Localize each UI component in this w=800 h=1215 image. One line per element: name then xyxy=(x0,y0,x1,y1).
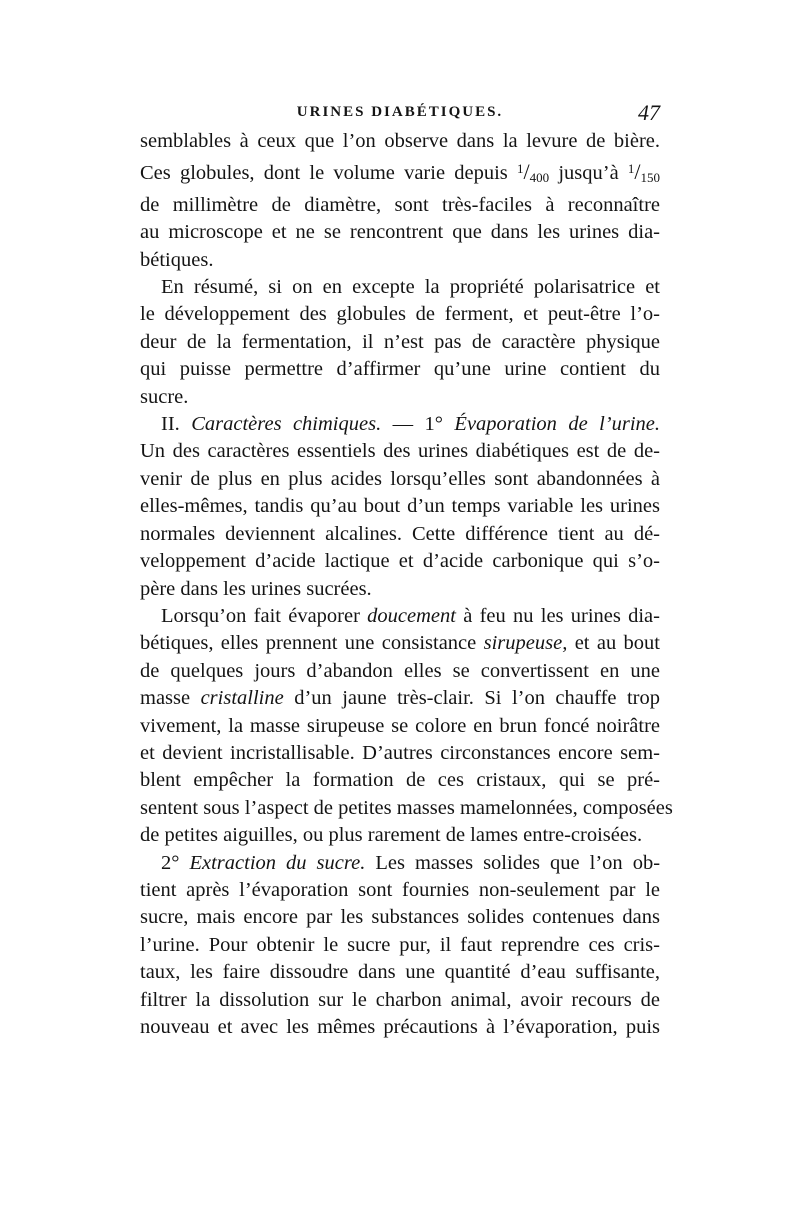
fraction-1-400: $^1/_{400}$ xyxy=(516,159,550,186)
page-header xyxy=(140,100,660,130)
text-line: de millimètre de diamètre, sont très-faciles à reconnaître xyxy=(140,193,660,216)
subsection-number: 2° xyxy=(161,851,180,874)
page-number: 47 xyxy=(638,100,660,125)
text-line: de petites aiguilles, ou plus rarement de lames entre-croisées. xyxy=(140,824,643,847)
paragraph-start: En résumé, si on en excepte la propriété polarisatrice et xyxy=(161,276,660,299)
text-line: nouveau et avec les mêmes précautions à l’évaporation, puis xyxy=(140,1016,660,1038)
text-line: sucre. xyxy=(140,385,189,408)
text-run: bétiques, elles prennent une consistance xyxy=(140,632,477,655)
text-line: elles-mêmes, tandis qu’au bout d’un temps variable les urines xyxy=(140,495,660,518)
text-run: — 1° xyxy=(392,413,443,436)
subsection-title: Extraction du sucre. xyxy=(189,851,366,874)
body-text xyxy=(140,128,673,1041)
text-line: semblables à ceux que l’on observe dans la levure de bière. xyxy=(140,130,660,152)
running-title: URINES DIABÉTIQUES. xyxy=(296,104,504,120)
section-title: Caractères chimiques. xyxy=(191,413,382,436)
text-line: normales deviennent alcalines. Cette différence tient au dé- xyxy=(140,522,660,545)
text-run: masse xyxy=(140,687,191,710)
text-run: à feu nu les urines dia- xyxy=(463,604,660,627)
text-line: blent empêcher la formation de ces cristaux, qui se pré- xyxy=(140,769,660,792)
text-line: veloppement d’acide lactique et d’acide carbonique qui s’o- xyxy=(140,550,660,573)
text-line xyxy=(140,630,660,657)
text-line: taux, les faire dissoudre dans une quantité d’eau suffisante, xyxy=(140,961,660,984)
text-line: filtrer la dissolution sur le charbon animal, avoir recours de xyxy=(140,988,660,1011)
text-run: jusqu’à xyxy=(558,162,619,185)
text-line: sucre, mais encore par les substances solides contenues dans xyxy=(140,906,660,929)
text-line: sentent sous l’aspect de petites masses mamelonnées, composées xyxy=(140,796,673,819)
text-line: qui puisse permettre d’affirmer qu’une urine contient du xyxy=(140,358,660,381)
fraction-denominator: 150 xyxy=(640,170,660,186)
fraction-denominator: 400 xyxy=(529,170,550,186)
text-line xyxy=(140,155,660,191)
paragraph-start xyxy=(140,850,660,877)
text-line: de quelques jours d’abandon elles se convertissent en une xyxy=(140,659,660,682)
emphasis: sirupeuse, xyxy=(483,632,568,655)
text-line: venir de plus en plus acides lorsqu’elles sont abandonnées à xyxy=(140,467,660,490)
text-line: au microscope et ne se rencontrent que dans les urines dia- xyxy=(140,221,660,244)
section-number: II. xyxy=(161,413,180,436)
emphasis: cristalline xyxy=(200,687,284,710)
text-line: et devient incristallisable. D’autres circonstances encore sem- xyxy=(140,741,660,764)
text-line: Un des caractères essentiels des urines diabétiques est de de- xyxy=(140,440,660,463)
text-run: Les masses solides que l’on ob- xyxy=(375,851,661,874)
fraction-numerator: 1 xyxy=(516,161,524,177)
emphasis: doucement xyxy=(367,604,456,627)
text-line: tient après l’évaporation sont fournies non-seulement par le xyxy=(140,878,660,901)
fraction-1-150: $^1/_{150}$ xyxy=(627,159,660,186)
text-line: deur de la fermentation, il n’est pas de caractère physique xyxy=(140,330,660,353)
text-line: vivement, la masse sirupeuse se colore en brun foncé noirâtre xyxy=(140,714,660,737)
text-line xyxy=(140,685,660,712)
text-line: l’urine. Pour obtenir le sucre pur, il faut reprendre ces cris- xyxy=(140,933,660,956)
text-line: bétiques. xyxy=(140,248,214,271)
fraction-numerator: 1 xyxy=(627,161,635,177)
text-run: et au bout xyxy=(574,632,660,655)
text-run: Lorsqu’on fait évaporer xyxy=(161,604,360,627)
text-run: Ces globules, dont le volume varie depuis xyxy=(140,162,508,185)
text-run: d’un jaune très-clair. Si l’on chauffe trop xyxy=(294,687,661,710)
text-line: le développement des globules de ferment, et peut-être l’o- xyxy=(140,303,660,326)
section-heading-line xyxy=(140,411,660,438)
subsection-title: Évaporation de l’urine. xyxy=(454,413,661,436)
text-line: père dans les urines sucrées. xyxy=(140,577,372,600)
paragraph-start xyxy=(140,603,660,630)
